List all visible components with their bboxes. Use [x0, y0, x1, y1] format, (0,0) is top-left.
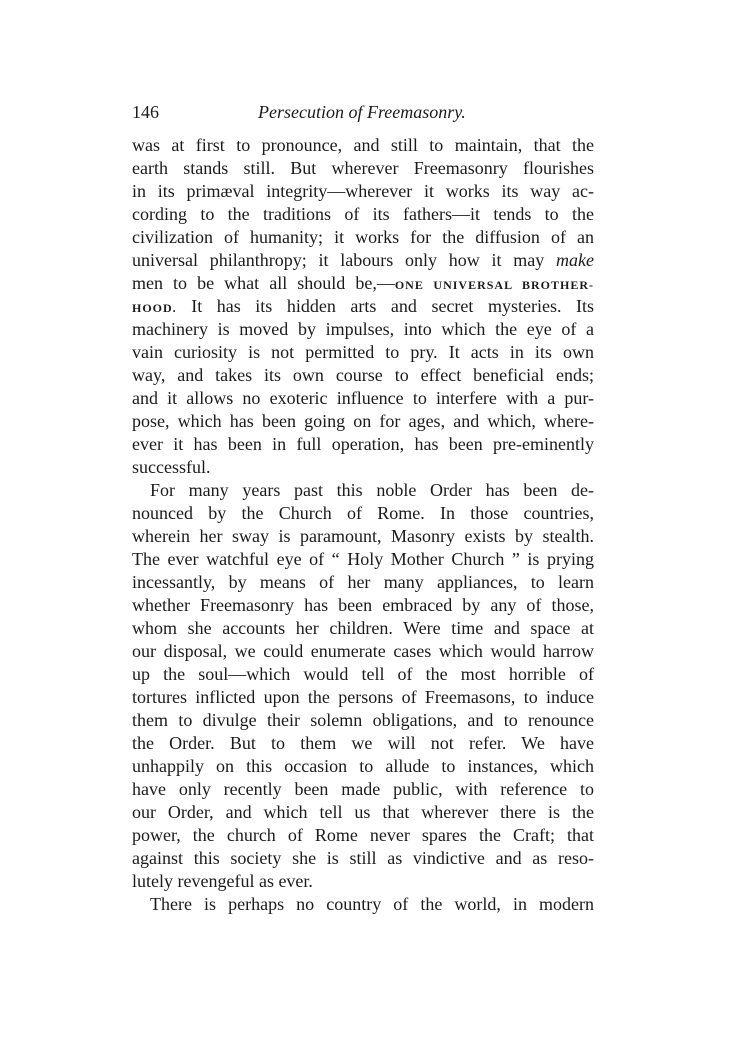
- text-line: tortures inflicted upon the persons of Freemasons, to induce: [132, 687, 594, 707]
- text-line: men to be what all should be,—ONE UNIVERSAL BROTHER-: [132, 273, 594, 293]
- text-line: The ever watchful eye of “ Holy Mother Church ” is prying: [132, 549, 594, 569]
- text-line: unhappily on this occasion to allude to instances, which: [132, 756, 594, 776]
- text-line: have only recently been made public, with reference to: [132, 779, 594, 799]
- text-line: cording to the traditions of its fathers—it tends to the: [132, 204, 594, 224]
- body-text: [132, 134, 594, 916]
- text-line: machinery is moved by impulses, into which the eye of a: [132, 319, 594, 339]
- text-line: pose, which has been going on for ages, and which, where-: [132, 411, 594, 431]
- text-line: whom she accounts her children. Were time and space at: [132, 618, 594, 638]
- text-line: earth stands still. But wherever Freemasonry flourishes: [132, 158, 594, 178]
- text-line: incessantly, by means of her many appliances, to learn: [132, 572, 594, 592]
- text-line: wherein her sway is paramount, Masonry exists by stealth.: [132, 526, 594, 546]
- text-line: power, the church of Rome never spares the Craft; that: [132, 825, 594, 845]
- running-title: Persecution of Freemasonry.: [258, 102, 466, 122]
- small-caps-phrase: HOOD.: [132, 301, 177, 315]
- text-line: HOOD. It has its hidden arts and secret mysteries. Its: [132, 296, 594, 316]
- text-line: successful.: [132, 457, 211, 477]
- text-line: them to divulge their solemn obligations, and to renounce: [132, 710, 594, 730]
- italic-word: make: [556, 250, 594, 270]
- small-caps-phrase: ONE UNIVERSAL BROTHER-: [394, 278, 594, 292]
- text-line: against this society she is still as vindictive and as reso-: [132, 848, 594, 868]
- text-line: in its primæval integrity—wherever it works its way ac-: [132, 181, 594, 201]
- text-line: was at first to pronounce, and still to maintain, that the: [132, 135, 594, 155]
- text-line: way, and takes its own course to effect beneficial ends;: [132, 365, 594, 385]
- text-line: For many years past this noble Order has been de-: [150, 480, 594, 500]
- text-line: our Order, and which tell us that wherever there is the: [132, 802, 594, 822]
- text-line: up the soul—which would tell of the most horrible of: [132, 664, 594, 684]
- text-line: There is perhaps no country of the world, in modern: [150, 894, 594, 914]
- text-line: our disposal, we could enumerate cases which would harrow: [132, 641, 594, 661]
- page-header: [132, 100, 594, 124]
- text-line: whether Freemasonry has been embraced by any of those,: [132, 595, 594, 615]
- text-line: ever it has been in full operation, has been pre-eminently: [132, 434, 594, 454]
- text-line: and it allows no exoteric influence to interfere with a pur-: [132, 388, 594, 408]
- text-line: the Order. But to them we will not refer. We have: [132, 733, 594, 753]
- text-line: vain curiosity is not permitted to pry. It acts in its own: [132, 342, 594, 362]
- page-number: 146: [132, 102, 159, 122]
- text-line: universal philanthropy; it labours only how it may make: [132, 250, 594, 270]
- text-line: nounced by the Church of Rome. In those countries,: [132, 503, 594, 523]
- text-line: lutely revengeful as ever.: [132, 871, 313, 891]
- text-line: civilization of humanity; it works for the diffusion of an: [132, 227, 594, 247]
